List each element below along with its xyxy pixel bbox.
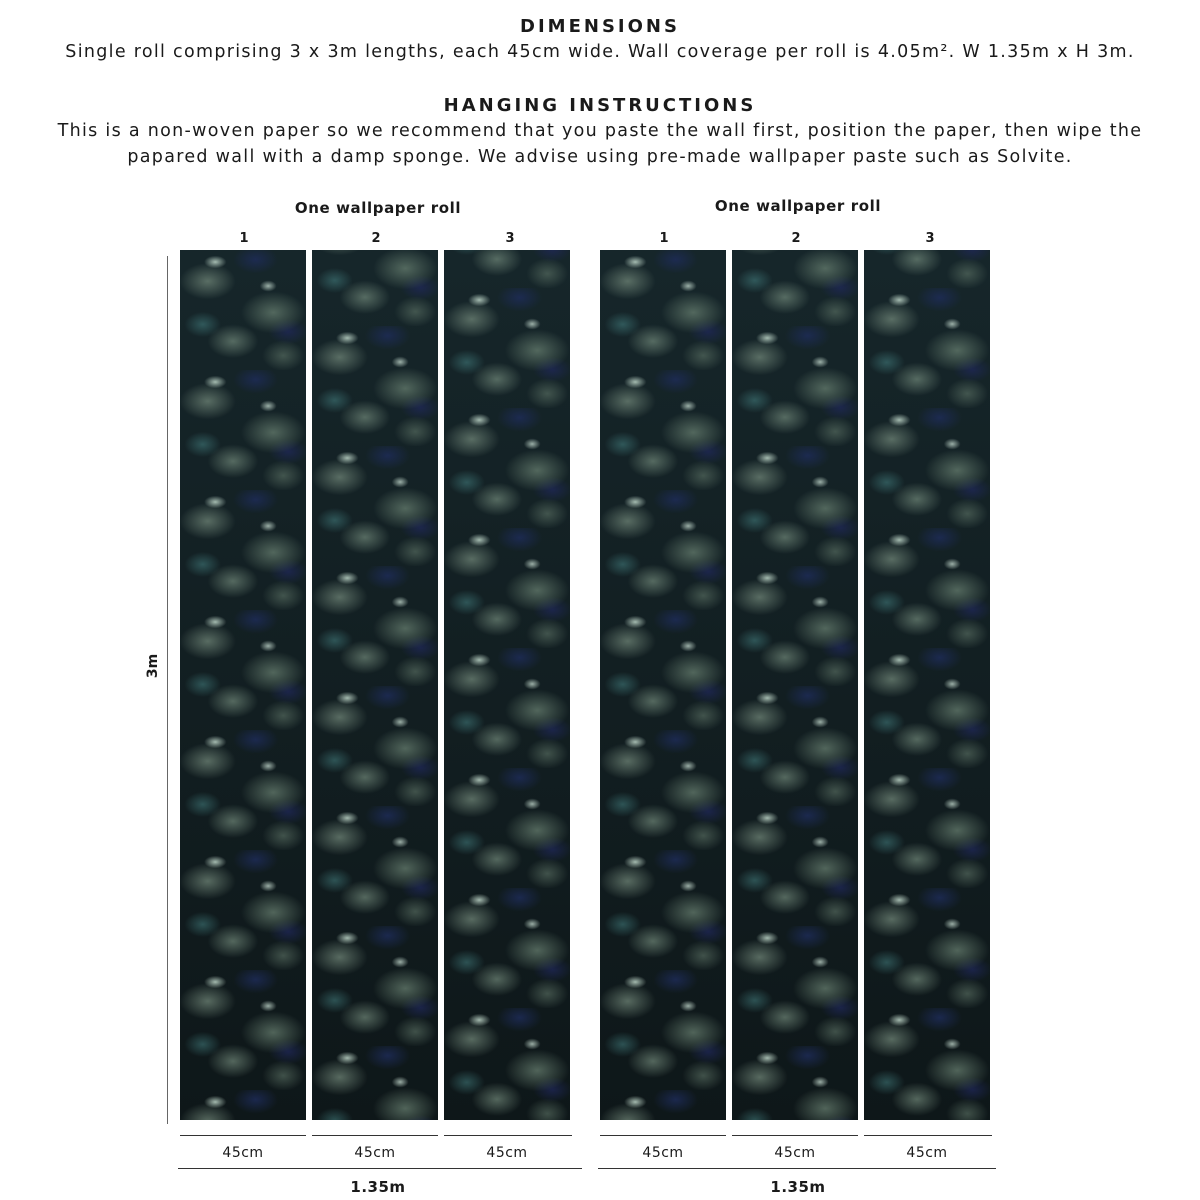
roll-1-panel-2-width-label: 45cm bbox=[354, 1145, 396, 1161]
roll-1-total-width-label: 1.35m bbox=[350, 1178, 406, 1196]
roll-1-total-width-line bbox=[178, 1168, 582, 1169]
roll-1-title: One wallpaper roll bbox=[294, 199, 462, 217]
dimensions-text: Single roll comprising 3 x 3m lengths, each 45cm wide. Wall coverage per roll is 4.05m². W 1.35m x H 3m. bbox=[65, 42, 1135, 62]
roll-2-panel-1-width-line bbox=[600, 1135, 726, 1136]
roll-2-panel-3-wallpaper-image bbox=[864, 250, 990, 1120]
roll-1-panel-2-wallpaper-image bbox=[312, 250, 438, 1120]
dimensions-heading: DIMENSIONS bbox=[520, 16, 680, 37]
roll-2-panel-2-width-label: 45cm bbox=[774, 1145, 816, 1161]
roll-1-panel-1-number: 1 bbox=[239, 231, 249, 246]
roll-2-panel-1-number: 1 bbox=[659, 231, 669, 246]
height-dimension-line bbox=[167, 256, 168, 1124]
roll-2-total-width-line bbox=[598, 1168, 996, 1169]
roll-2-panel-3-width-line bbox=[864, 1135, 992, 1136]
roll-1-panel-1-wallpaper-image bbox=[180, 250, 306, 1120]
roll-1-panel-1-width-label: 45cm bbox=[222, 1145, 264, 1161]
roll-2-panel-3-width-label: 45cm bbox=[906, 1145, 948, 1161]
roll-2-total-width-label: 1.35m bbox=[770, 1178, 826, 1196]
roll-2-panel-1-wallpaper-image bbox=[600, 250, 726, 1120]
roll-1-panel-1-width-line bbox=[180, 1135, 306, 1136]
hanging-instructions-heading: HANGING INSTRUCTIONS bbox=[443, 95, 757, 116]
roll-1-panel-2-number: 2 bbox=[371, 231, 381, 246]
roll-2-panel-2-width-line bbox=[732, 1135, 858, 1136]
roll-2-panel-2-number: 2 bbox=[791, 231, 801, 246]
roll-2-panel-3-number: 3 bbox=[925, 231, 935, 246]
roll-1-panel-2-width-line bbox=[312, 1135, 438, 1136]
roll-1-panel-3-number: 3 bbox=[505, 231, 515, 246]
hanging-instructions-line-1: This is a non-woven paper so we recommend that you paste the wall first, position the paper, then wipe the bbox=[57, 121, 1143, 141]
hanging-instructions-line-2: papared wall with a damp sponge. We advise using pre-made wallpaper paste such as Solvite. bbox=[127, 147, 1073, 167]
roll-2-title: One wallpaper roll bbox=[714, 197, 882, 215]
roll-1-panel-3-width-line bbox=[444, 1135, 572, 1136]
roll-1-panel-3-width-label: 45cm bbox=[486, 1145, 528, 1161]
height-dimension-label: 3m bbox=[145, 653, 161, 679]
roll-1-panel-3-wallpaper-image bbox=[444, 250, 570, 1120]
roll-2-panel-1-width-label: 45cm bbox=[642, 1145, 684, 1161]
roll-2-panel-2-wallpaper-image bbox=[732, 250, 858, 1120]
